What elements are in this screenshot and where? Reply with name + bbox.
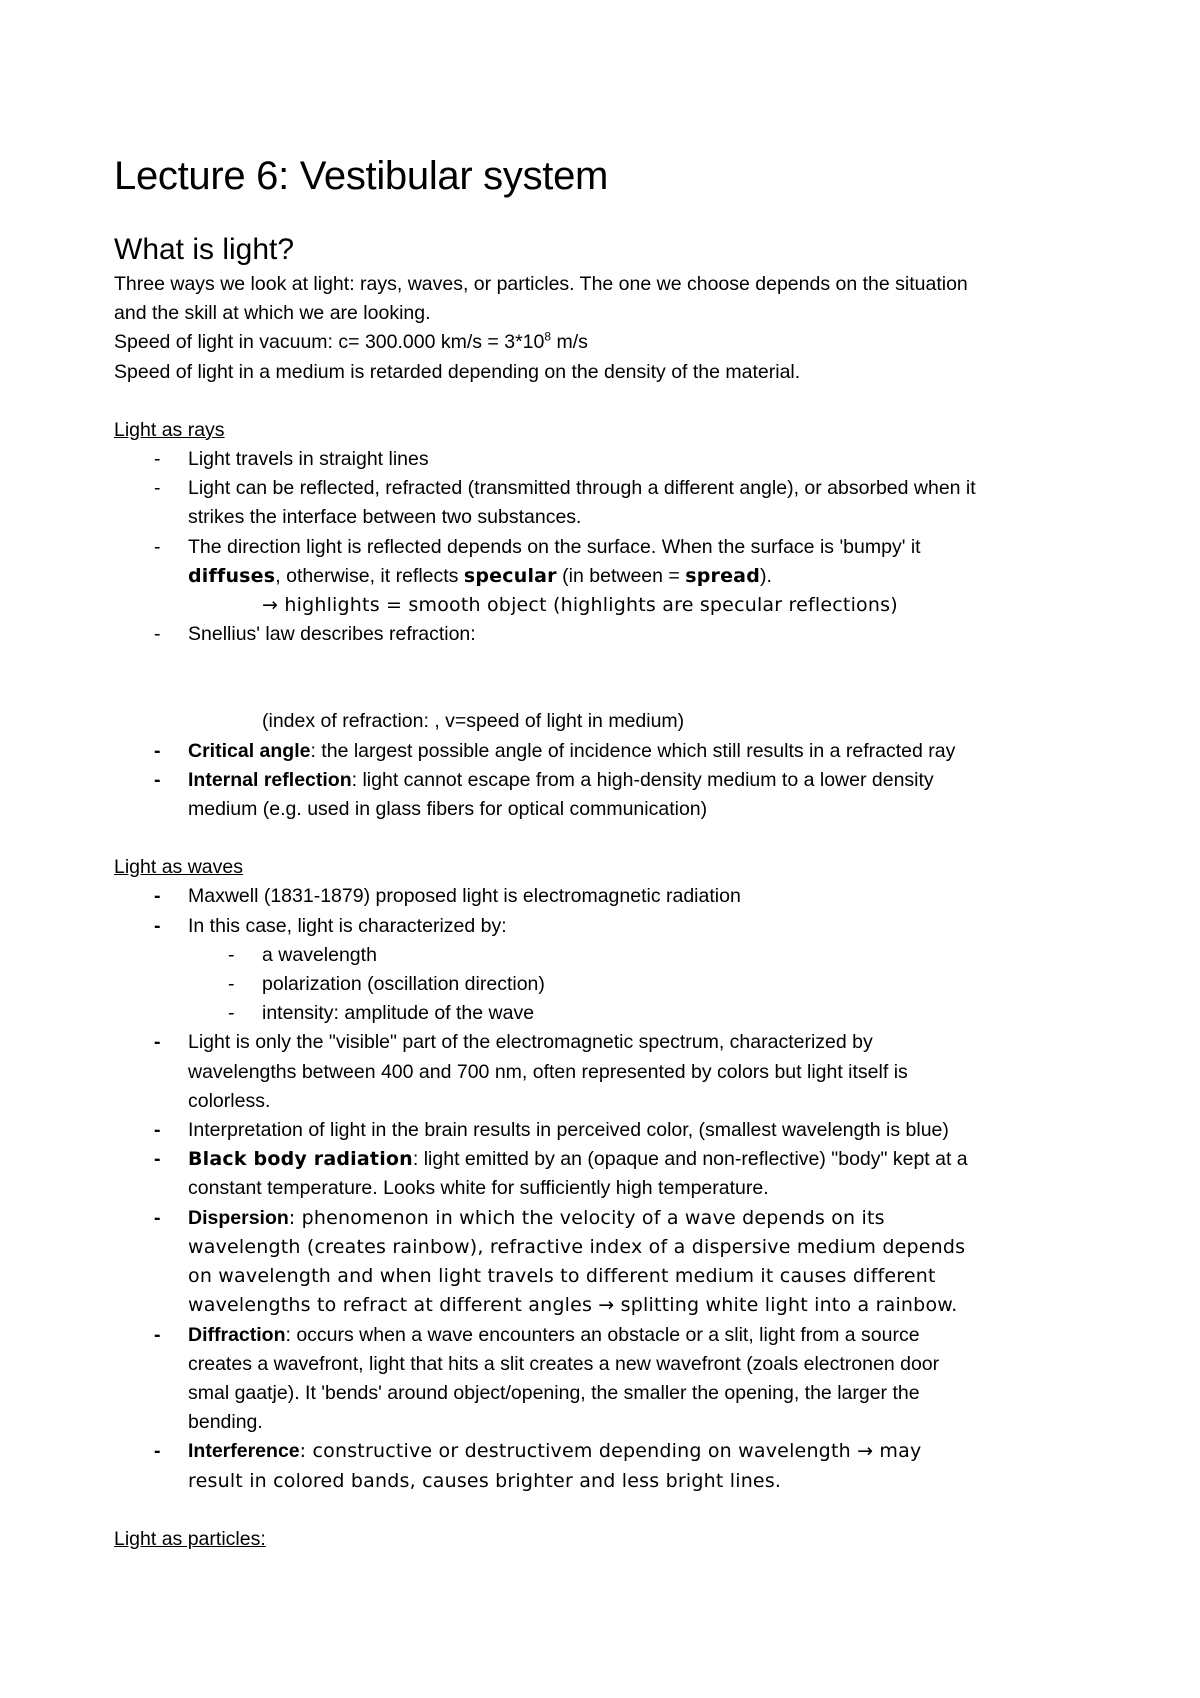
bullet-dash: - (154, 448, 161, 471)
intro-line-1: Three ways we look at light: rays, waves, or particles. The one we choose depends on the situation (114, 273, 968, 295)
spacer (114, 824, 1094, 853)
term-black-body-radiation: Black body radiation (188, 1148, 413, 1171)
sub-list-item (188, 970, 1094, 999)
bullet-dash: - (154, 1148, 161, 1171)
list-item (114, 882, 1094, 911)
list-item-text: : phenomenon in which the velocity of a wave depends on its (288, 1206, 885, 1229)
rays-list-bold (114, 737, 1094, 825)
bullet-dash: - (154, 1206, 161, 1229)
section-heading-what-is-light: What is light? (114, 233, 295, 266)
bullet-dash: - (228, 943, 235, 966)
list-item-text: a wavelength (262, 943, 377, 966)
list-item-text: polarization (oscillation direction) (262, 973, 545, 996)
list-item-text: : occurs when a wave encounters an obstacle or a slit, light from a source (285, 1323, 920, 1346)
subsection-label-particles (114, 1525, 1094, 1554)
bullet-dash: - (154, 623, 161, 646)
list-item-text: smal gaatje). It 'bends' around object/opening, the smaller the opening, the larger the (188, 1381, 920, 1404)
list-item-text: Maxwell (1831-1879) proposed light is electromagnetic radiation (188, 885, 741, 908)
bullet-dash: - (154, 739, 161, 762)
list-item-text: colorless. (188, 1089, 271, 1112)
list-item-text: Snellius' law describes refraction: (188, 623, 476, 646)
particles-label-text: Light as particles (114, 1527, 261, 1550)
list-item-text: Light is only the "visible" part of the electromagnetic spectrum, characterized by (188, 1031, 873, 1054)
list-item (114, 533, 1094, 591)
list-item-text: : the largest possible angle of incidence which still results in a refracted ray (310, 739, 956, 762)
subsection-label-rays: Light as rays (114, 418, 225, 441)
bullet-dash: - (154, 1031, 161, 1054)
list-item-text: bending. (188, 1411, 263, 1434)
list-item-text: intensity: amplitude of the wave (262, 1002, 535, 1025)
rays-list-cont (114, 620, 1094, 649)
formula-placeholder (114, 649, 1094, 707)
page-title: Lecture 6: Vestibular system (114, 154, 609, 198)
bullet-dash: - (154, 914, 161, 937)
list-item-text: : light cannot escape from a high-density medium to a lower density (351, 768, 934, 791)
waves-list (114, 882, 1094, 1495)
bullet-dash: - (154, 885, 161, 908)
highlight-note: → highlights = smooth object (highlights are specular reflections) (262, 594, 898, 617)
list-item (114, 912, 1094, 1029)
waves-sublist (188, 941, 1094, 1029)
list-item (114, 445, 1094, 474)
sub-list-item (188, 941, 1094, 970)
list-item-text: : light emitted by an (opaque and non-reflective) "body" kept at a (412, 1148, 968, 1171)
list-item-text: on wavelength and when light travels to different medium it causes different (188, 1265, 936, 1288)
document-content (114, 150, 1094, 1554)
list-item (114, 1145, 1094, 1203)
list-item-text: wavelengths to refract at different angles → splitting white light into a rainbow. (188, 1294, 958, 1317)
bullet-dash: - (228, 973, 235, 996)
list-item-text: Light can be reflected, refracted (transmitted through a different angle), or absorbed when it (188, 477, 976, 500)
list-item-text: wavelength (creates rainbow), refractive index of a dispersive medium depends (188, 1235, 966, 1258)
list-item (114, 1204, 1094, 1321)
term-critical-angle: Critical angle (188, 739, 311, 762)
bullet-dash: - (154, 1119, 161, 1142)
term-interference: Interference (188, 1440, 300, 1463)
list-item-text: Interpretation of light in the brain results in perceived color, (smallest wavelength is blue) (188, 1119, 949, 1142)
list-item-text: ). (760, 564, 772, 587)
list-item-text: (in between = (556, 564, 686, 587)
term-diffraction: Diffraction (188, 1323, 286, 1346)
rays-list (114, 445, 1094, 591)
bullet-dash: - (154, 477, 161, 500)
list-item-text: strikes the interface between two substances. (188, 506, 582, 529)
list-item (114, 1437, 1094, 1495)
list-item (114, 1321, 1094, 1438)
list-item (114, 620, 1094, 649)
term-internal-reflection: Internal reflection (188, 768, 352, 791)
term-spread: spread (685, 564, 761, 587)
list-item-text: constant temperature. Looks white for sufficiently high temperature. (188, 1177, 769, 1200)
list-item-text: Light travels in straight lines (188, 448, 429, 471)
spacer (114, 387, 1094, 416)
list-item-text: : constructive or destructivem depending on wavelength → may (299, 1440, 922, 1463)
speed-vacuum-suffix: m/s (551, 331, 588, 354)
list-item-text: , otherwise, it reflects (275, 564, 464, 587)
list-item-text: wavelengths between 400 and 700 nm, often represented by colors but light itself is (188, 1060, 908, 1083)
list-item-text: In this case, light is characterized by: (188, 914, 507, 937)
spacer (114, 1496, 1094, 1525)
list-item (114, 737, 1094, 766)
intro-line-2: and the skill at which we are looking. (114, 302, 431, 325)
speed-vacuum-line (114, 328, 1094, 357)
list-item-text: medium (e.g. used in glass fibers for optical communication) (188, 798, 708, 821)
bullet-dash: - (154, 768, 161, 791)
subsection-label-waves: Light as waves (114, 856, 243, 879)
sub-list-item (188, 999, 1094, 1028)
list-item-text: result in colored bands, causes brighter and less bright lines. (188, 1469, 782, 1492)
list-item-text: creates a wavefront, light that hits a slit creates a new wavefront (zoals electronen door (188, 1352, 940, 1375)
term-diffuses: diffuses (188, 564, 276, 587)
list-item-text: The direction light is reflected depends on the surface. When the surface is 'bumpy' it (188, 535, 921, 558)
list-item (114, 1028, 1094, 1116)
speed-vacuum-prefix: Speed of light in vacuum: c= 300.000 km/s = 3*10 (114, 331, 545, 354)
term-dispersion: Dispersion (188, 1206, 289, 1229)
bullet-dash: - (154, 535, 161, 558)
speed-medium-line: Speed of light in a medium is retarded depending on the density of the material. (114, 360, 801, 383)
term-specular: specular (463, 564, 557, 587)
list-item (114, 474, 1094, 532)
speed-vacuum-exponent: 8 (544, 329, 552, 344)
bullet-dash: - (228, 1002, 235, 1025)
list-item (114, 766, 1094, 824)
bullet-dash: - (154, 1440, 161, 1463)
particles-label-suffix: : (260, 1527, 266, 1550)
index-of-refraction-note: (index of refraction: , v=speed of light in medium) (262, 710, 685, 733)
list-item (114, 1116, 1094, 1145)
bullet-dash: - (154, 1323, 161, 1346)
